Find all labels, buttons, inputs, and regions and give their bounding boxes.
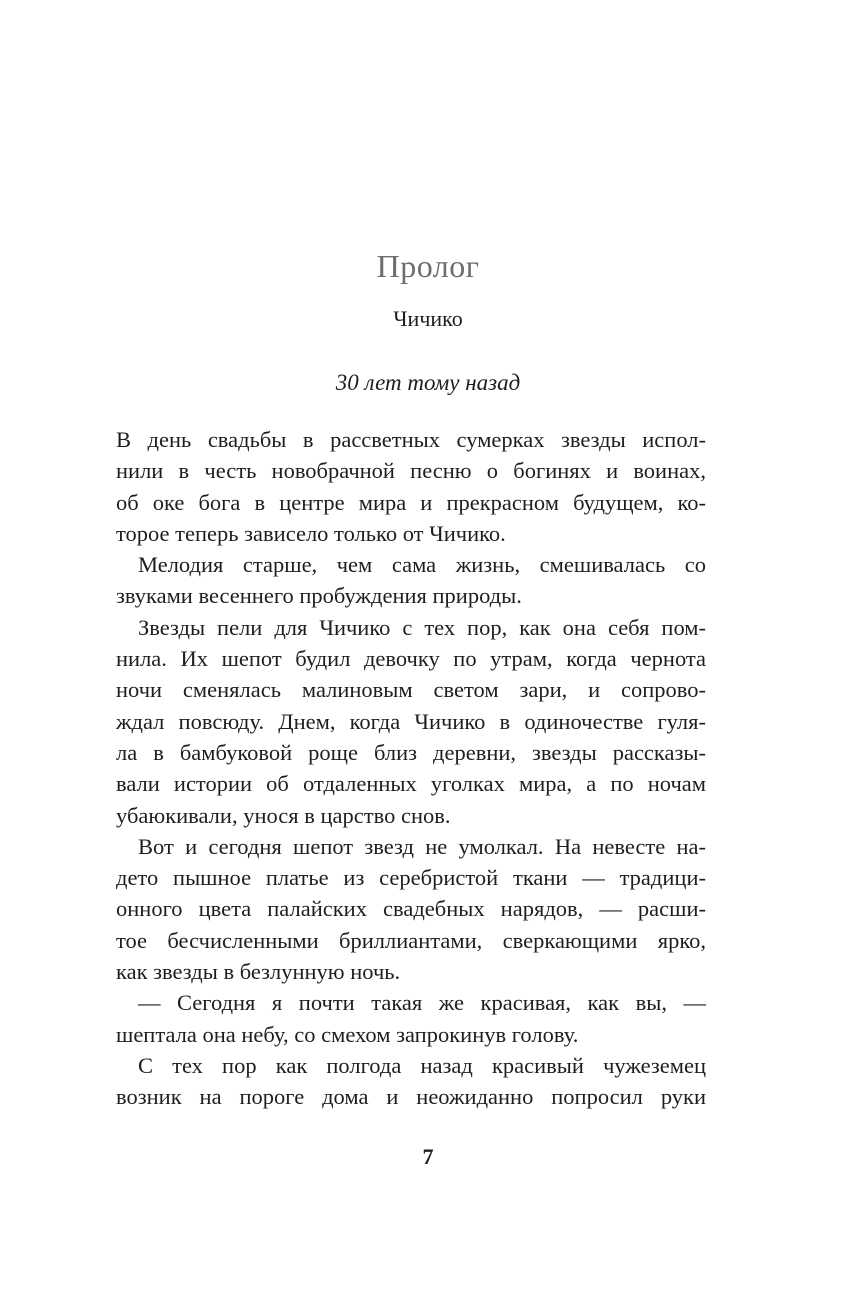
text-line: дето пышное платье из серебристой ткани — традици- <box>116 865 706 891</box>
page-number: 7 <box>422 1144 434 1169</box>
text-line: ночи сменялась малиновым светом зари, и сопрово- <box>116 677 706 703</box>
text-line: об оке бога в центре мира и прекрасном будущем, ко- <box>116 489 706 515</box>
text-line: Вот и сегодня шепот звезд не умолкал. На невесте на- <box>138 833 706 859</box>
text-line: нили в честь новобрачной песню о богинях и воинах, <box>116 458 706 484</box>
text-line: С тех пор как полгода назад красивый чужеземец <box>138 1052 706 1078</box>
text-line: звуками весеннего пробуждения природы. <box>116 583 522 609</box>
body-text <box>116 424 706 1113</box>
chapter-title: Пролог <box>376 248 480 284</box>
text-line: В день свадьбы в рассветных сумерках звезды испол- <box>116 427 706 452</box>
chapter-subtitle: Чичико <box>393 306 463 331</box>
text-line: как звезды в безлунную ночь. <box>116 959 401 985</box>
text-line: тое бесчисленными бриллиантами, сверкающими ярко, <box>116 927 706 953</box>
text-line: вали истории об отдаленных уголках мира, а по ночам <box>116 771 706 797</box>
text-line: торое теперь зависело только от Чичико. <box>116 520 506 546</box>
text-line: нила. Их шепот будил девочку по утрам, когда чернота <box>116 646 706 672</box>
time-note: 30 лет тому назад <box>335 370 521 395</box>
text-line: — Сегодня я почти такая же красивая, как вы, — <box>138 990 706 1016</box>
text-line: возник на пороге дома и неожиданно попросил руки <box>116 1084 706 1110</box>
text-line: онного цвета палайских свадебных нарядов, — расши- <box>116 896 706 922</box>
text-line: Мелодия старше, чем сама жизнь, смешивалась со <box>138 552 706 578</box>
text-line: шептала она небу, со смехом запрокинув голову. <box>116 1021 579 1047</box>
text-line: Звезды пели для Чичико с тех пор, как она себя пом- <box>138 614 706 640</box>
text-line: ла в бамбуковой роще близ деревни, звезды рассказы- <box>116 739 706 765</box>
text-line: убаюкивали, унося в царство снов. <box>116 802 451 828</box>
text-line: ждал повсюду. Днем, когда Чичико в одиночестве гуля- <box>116 708 706 734</box>
